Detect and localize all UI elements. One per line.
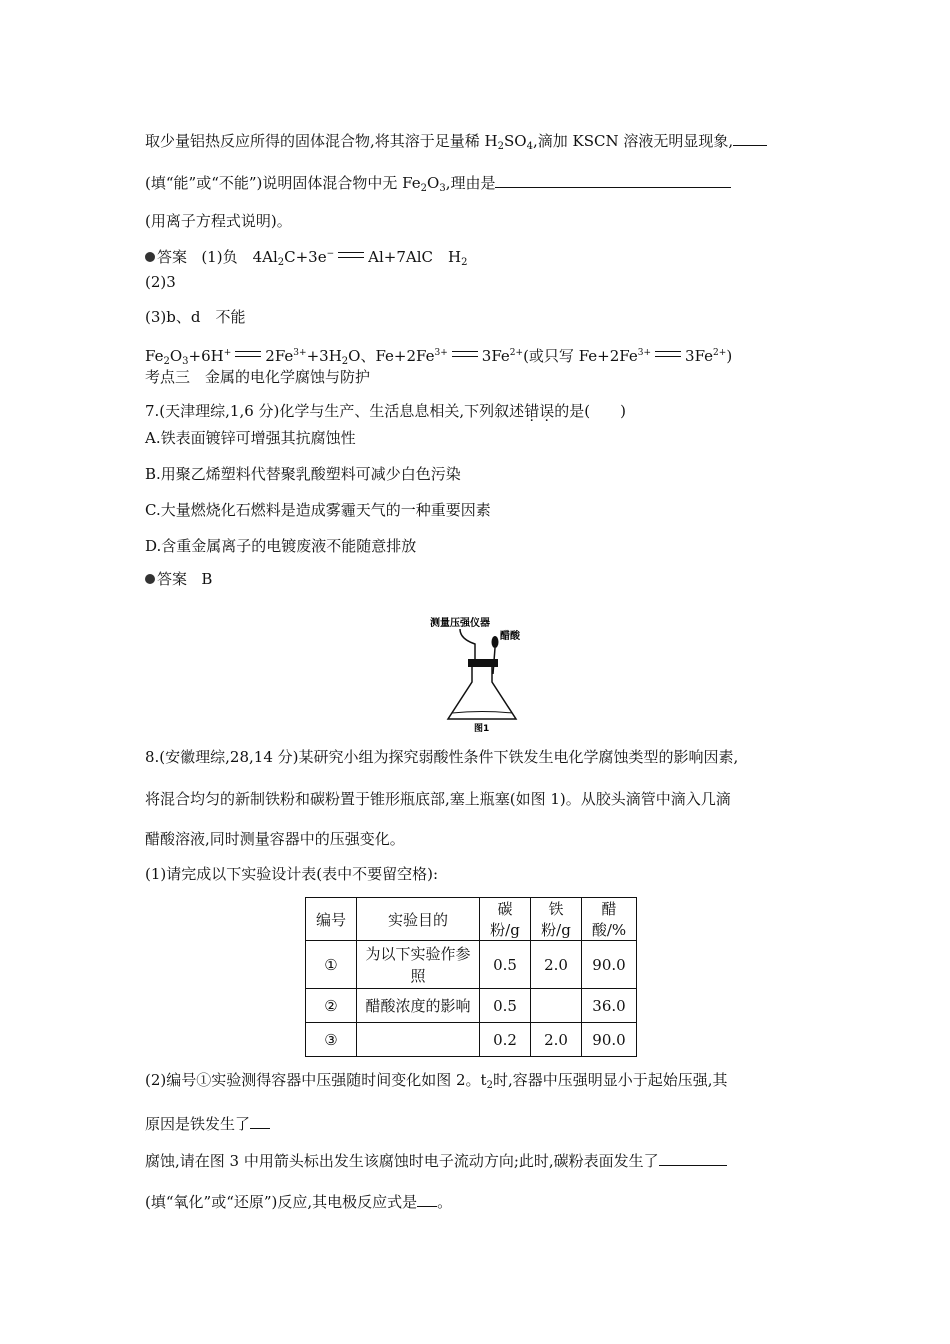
text: 的是( ) — [554, 402, 626, 420]
answer-blank — [659, 1150, 727, 1166]
text: O — [427, 174, 440, 192]
text: O — [169, 347, 183, 365]
subscript: 2 — [420, 183, 427, 194]
figure-caption: 图1 — [474, 724, 490, 734]
option-b: B.用聚乙烯塑料代替聚乳酸塑料可减少白色污染 — [145, 465, 461, 483]
table-cell — [531, 989, 582, 1023]
answer-blank — [417, 1191, 437, 1207]
text: +3H — [306, 347, 342, 365]
table-header: 编号 — [306, 898, 357, 941]
text: 3Fe — [481, 347, 510, 365]
table-cell: ② — [306, 989, 357, 1023]
answer-icon — [145, 574, 155, 584]
question-line — [145, 172, 731, 199]
answer-icon — [145, 252, 155, 262]
question-stem: 将混合均匀的新制铁粉和碳粉置于锥形瓶底部,塞上瓶塞(如图 1)。从胶头滴管中滴入几滴 — [145, 790, 731, 808]
table-cell: ③ — [306, 1023, 357, 1057]
superscript: 3+ — [434, 348, 448, 358]
subscript: 2 — [341, 356, 349, 367]
question-stem: 醋酸溶液,同时测量容器中的压强变化。 — [145, 830, 405, 848]
table-cell: ① — [306, 941, 357, 989]
text: ) — [726, 347, 733, 365]
answer-blank — [495, 172, 731, 188]
question-line — [145, 130, 767, 157]
subscript: 2 — [461, 257, 468, 268]
text: SO — [504, 132, 527, 150]
text: (填“能”或“不能”)说明固体混合物中无 Fe — [145, 174, 421, 192]
table-row — [306, 1023, 637, 1057]
text: 。 — [437, 1193, 453, 1211]
table-header: 铁粉/g — [531, 898, 582, 941]
text: Al+7AlC H — [368, 248, 462, 266]
table-cell: 醋酸浓度的影响 — [357, 989, 480, 1023]
table-header: 碳粉/g — [480, 898, 531, 941]
table-cell: 0.5 — [480, 941, 531, 989]
subscript: 2 — [497, 141, 504, 152]
sub-question — [145, 1113, 270, 1134]
answer-blank — [733, 130, 767, 146]
text: ,滴加 KSCN 溶液无明显现象, — [532, 132, 734, 150]
table-header-row — [306, 898, 637, 941]
equals-sign — [235, 351, 261, 357]
question-line: (用离子方程式说明)。 — [145, 212, 292, 230]
question-stem — [145, 401, 626, 421]
pressure-tube — [460, 629, 475, 659]
answer-blank — [250, 1113, 270, 1129]
subscript: 4 — [526, 141, 533, 152]
powder-layer — [452, 712, 512, 714]
answer-line — [145, 244, 467, 273]
equals-sign — [655, 351, 681, 357]
text: (填“氧化”或“还原”)反应,其电极反应式是 — [145, 1193, 418, 1211]
text: 取少量铝热反应所得的固体混合物,将其溶于足量稀 H — [145, 132, 498, 150]
subscript: 3 — [439, 183, 446, 194]
text: C+3e — [284, 248, 327, 266]
superscript: 2+ — [713, 348, 727, 358]
text: 7.(天津理综,1,6 分)化学与生产、生活息息相关,下列叙述 — [145, 402, 525, 420]
section-title: 考点三 金属的电化学腐蚀与防护 — [145, 368, 371, 386]
table-header: 醋酸/% — [582, 898, 637, 941]
text: (1)负 4Al — [201, 248, 278, 266]
table-cell: 2.0 — [531, 941, 582, 989]
text: 2Fe — [265, 347, 294, 365]
question-stem: 8.(安徽理综,28,14 分)某研究小组为探究弱酸性条件下铁发生电化学腐蚀类型的影响因素, — [145, 748, 739, 766]
flask-figure — [420, 614, 530, 734]
text: 3Fe — [685, 347, 714, 365]
table-cell: 2.0 — [531, 1023, 582, 1057]
answer-label: 答案 — [157, 570, 188, 588]
text: (2)编号①实验测得容器中压强随时间变化如图 2。t — [145, 1071, 487, 1089]
superscript: 3+ — [637, 348, 652, 358]
option-a: A.铁表面镀锌可增强其抗腐蚀性 — [145, 429, 356, 447]
superscript: 2+ — [509, 348, 524, 358]
option-c: C.大量燃烧化石燃料是造成雾霾天气的一种重要因素 — [145, 501, 491, 519]
text: 原因是铁发生了 — [145, 1115, 251, 1133]
acid-label: 醋酸 — [500, 631, 520, 642]
subscript: 2 — [486, 1080, 493, 1091]
text: Fe — [145, 347, 164, 365]
text: 腐蚀,请在图 3 中用箭头标出发生该腐蚀时电子流动方向;此时,碳粉表面发生了 — [145, 1152, 659, 1170]
answer-line: (3)b、d 不能 — [145, 308, 246, 326]
superscript: 3+ — [293, 348, 307, 358]
subscript: 2 — [277, 257, 285, 268]
sub-question — [145, 1191, 452, 1212]
table-header: 实验目的 — [357, 898, 480, 941]
sub-question — [145, 1070, 728, 1096]
option-d: D.含重金属离子的电镀废液不能随意排放 — [145, 537, 417, 555]
table-cell: 为以下实验作参照 — [357, 941, 480, 989]
table-cell: 90.0 — [582, 941, 637, 989]
experiment-table — [305, 897, 637, 1057]
table-cell: 36.0 — [582, 989, 637, 1023]
sub-question: (1)请完成以下实验设计表(表中不要留空格): — [145, 865, 439, 883]
equals-sign — [338, 252, 364, 258]
instrument-label: 测量压强仪器 — [430, 618, 490, 629]
subscript: 3 — [182, 356, 189, 367]
table-row — [306, 989, 637, 1023]
table-cell — [357, 1023, 480, 1057]
text: ,理由是 — [445, 174, 496, 192]
dropper-bulb — [492, 636, 499, 648]
text: (或只写 Fe+2Fe — [523, 347, 638, 365]
text: 时,容器中压强明显小于起始压强,其 — [492, 1071, 728, 1089]
emphasis-text: 错 — [524, 402, 540, 420]
table-row — [306, 941, 637, 989]
stopper — [468, 659, 498, 667]
emphasis-text: 误 — [539, 402, 555, 420]
answer-value: B — [201, 570, 213, 588]
superscript: − — [326, 249, 335, 259]
table-cell: 0.5 — [480, 989, 531, 1023]
text: +6H — [188, 347, 224, 365]
text: O、Fe+2Fe — [348, 347, 435, 365]
sub-question — [145, 1150, 727, 1171]
equals-sign — [452, 351, 478, 357]
superscript: + — [223, 348, 232, 358]
table-cell: 90.0 — [582, 1023, 637, 1057]
answer-line — [145, 569, 212, 589]
table-cell: 0.2 — [480, 1023, 531, 1057]
answer-line: (2)3 — [145, 273, 176, 291]
answer-label: 答案 — [157, 248, 188, 266]
subscript: 2 — [163, 356, 170, 367]
